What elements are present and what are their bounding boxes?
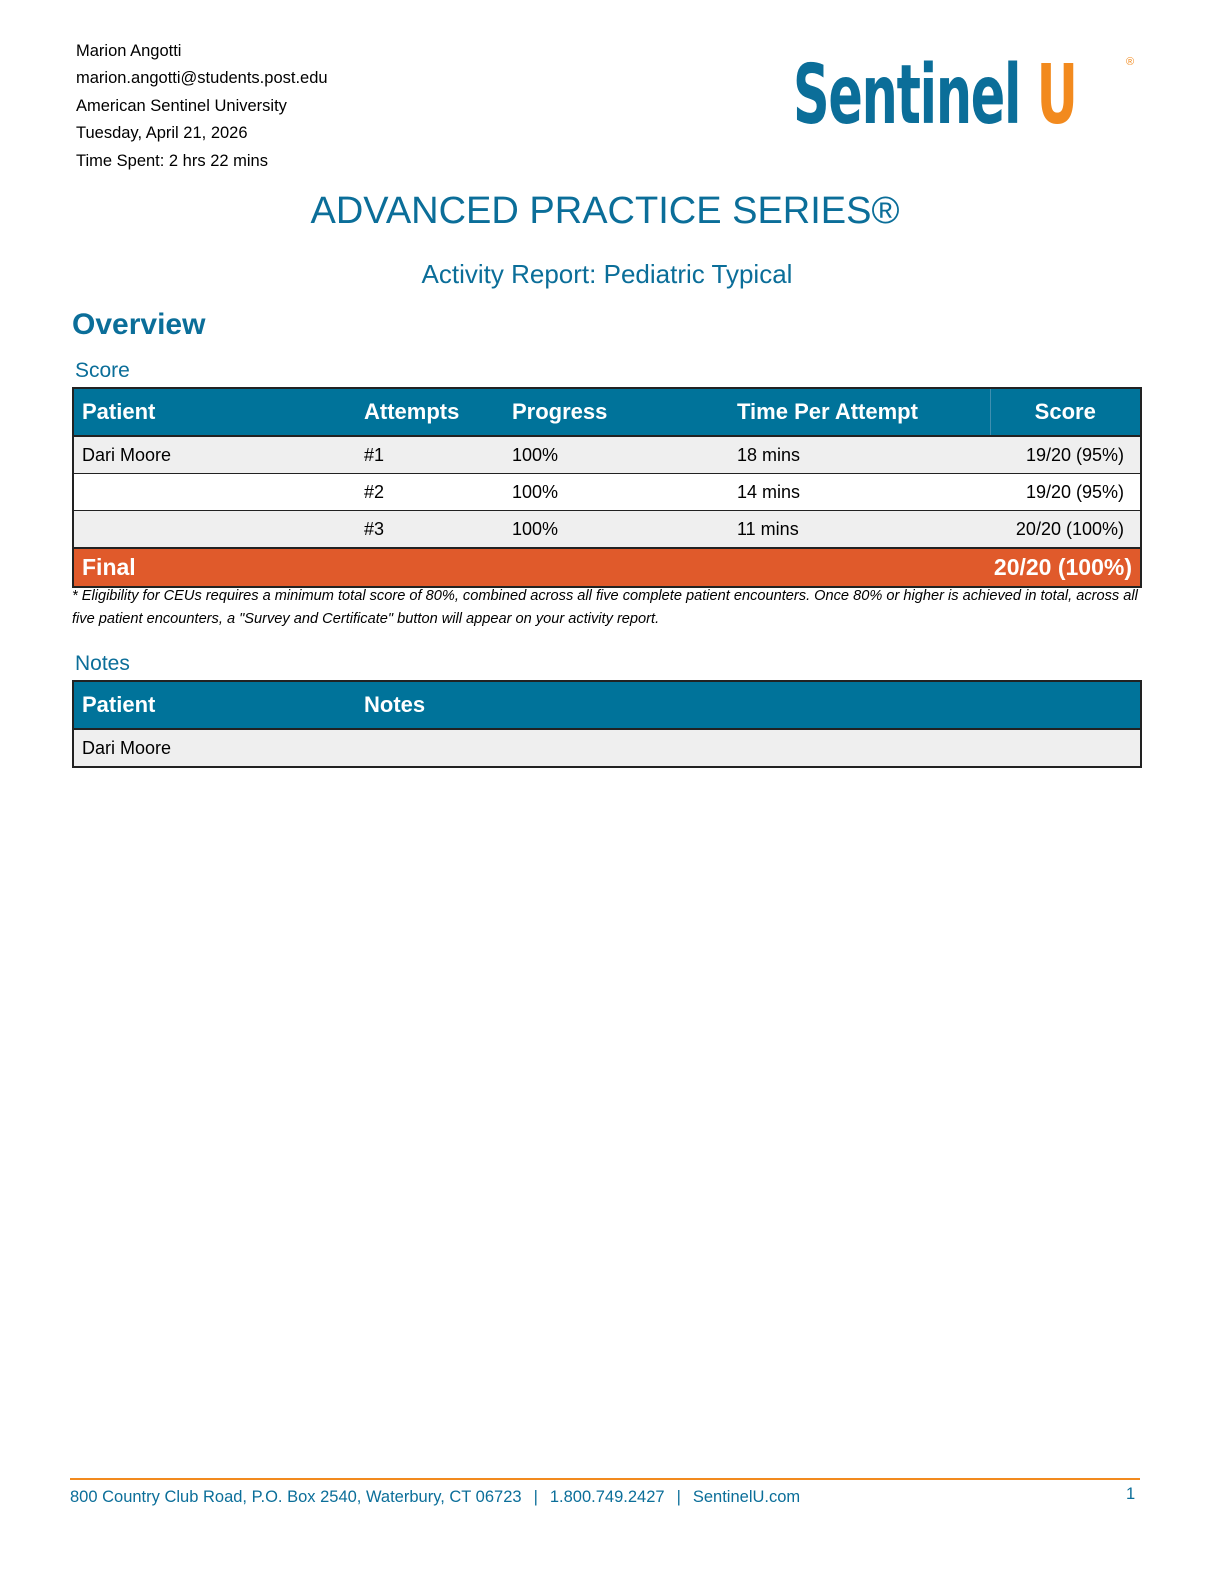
header-notes: Notes	[356, 681, 1141, 729]
score-table-header	[73, 388, 1141, 436]
row-notes	[356, 729, 1141, 767]
table-row	[73, 436, 1141, 474]
user-email: marion.angotti@students.post.edu	[76, 69, 328, 88]
logo-wordmark	[793, 46, 1077, 146]
table-row	[73, 729, 1141, 767]
footer-website: SentinelU.com	[692, 1488, 801, 1506]
logo-registered-mark: ®	[1126, 56, 1135, 68]
user-info	[76, 38, 328, 175]
notes-section-label: Notes	[75, 652, 130, 675]
row-patient	[73, 511, 356, 549]
sentinel-u-logo	[793, 46, 1224, 146]
row-time: 18 mins	[729, 436, 990, 474]
overview-heading: Overview	[72, 308, 206, 341]
row-progress: 100%	[504, 474, 729, 511]
footer-divider	[70, 1478, 1140, 1480]
page-number: 1	[1126, 1485, 1136, 1503]
page-title: ADVANCED PRACTICE SERIES®	[310, 190, 900, 232]
row-patient: Dari Moore	[73, 436, 356, 474]
footer-separator: |	[676, 1488, 681, 1506]
score-section-label: Score	[75, 359, 130, 382]
user-institution: American Sentinel University	[76, 96, 287, 115]
row-time: 14 mins	[729, 474, 990, 511]
row-progress: 100%	[504, 511, 729, 549]
header-score: Score	[990, 388, 1141, 436]
logo-word: Sentinel	[793, 48, 1021, 143]
final-label: Final	[73, 548, 504, 587]
row-progress: 100%	[504, 436, 729, 474]
final-row	[73, 548, 1141, 587]
header-patient: Patient	[73, 388, 356, 436]
row-time: 11 mins	[729, 511, 990, 549]
final-score: 20/20 (100%)	[504, 548, 1141, 587]
row-score: 19/20 (95%)	[990, 474, 1141, 511]
page-subtitle: Activity Report: Pediatric Typical	[421, 259, 793, 289]
logo-letter: U	[1036, 48, 1077, 143]
row-patient	[73, 474, 356, 511]
footer-address: 800 Country Club Road, P.O. Box 2540, Waterbury, CT 06723	[70, 1488, 522, 1506]
table-row	[73, 474, 1141, 511]
header-patient: Patient	[73, 681, 356, 729]
user-name: Marion Angotti	[76, 42, 182, 60]
row-attempt: #1	[356, 436, 504, 474]
header-attempts: Attempts	[356, 388, 504, 436]
table-row	[73, 511, 1141, 549]
notes-table-header	[73, 681, 1141, 729]
footer-phone: 1.800.749.2427	[549, 1488, 665, 1506]
footer	[70, 1488, 800, 1507]
row-score: 20/20 (100%)	[990, 511, 1141, 549]
row-patient: Dari Moore	[73, 729, 356, 767]
notes-table	[72, 680, 1142, 768]
header-progress: Progress	[504, 388, 729, 436]
footer-separator: |	[533, 1488, 538, 1506]
report-date: Tuesday, April 21, 2026	[76, 124, 248, 143]
row-attempt: #3	[356, 511, 504, 549]
time-spent: Time Spent: 2 hrs 22 mins	[76, 151, 268, 170]
ceu-disclaimer: * Eligibility for CEUs requires a minimum total score of 80%, combined across all five complete patient encounters. Once 80% or higher is achieved in total, across all five patient encounters, a "Survey and Certificate" button will appear on your activity report.	[72, 588, 1138, 627]
header-time-per-attempt: Time Per Attempt	[729, 388, 990, 436]
row-attempt: #2	[356, 474, 504, 511]
score-table	[72, 387, 1142, 588]
row-score: 19/20 (95%)	[990, 436, 1141, 474]
